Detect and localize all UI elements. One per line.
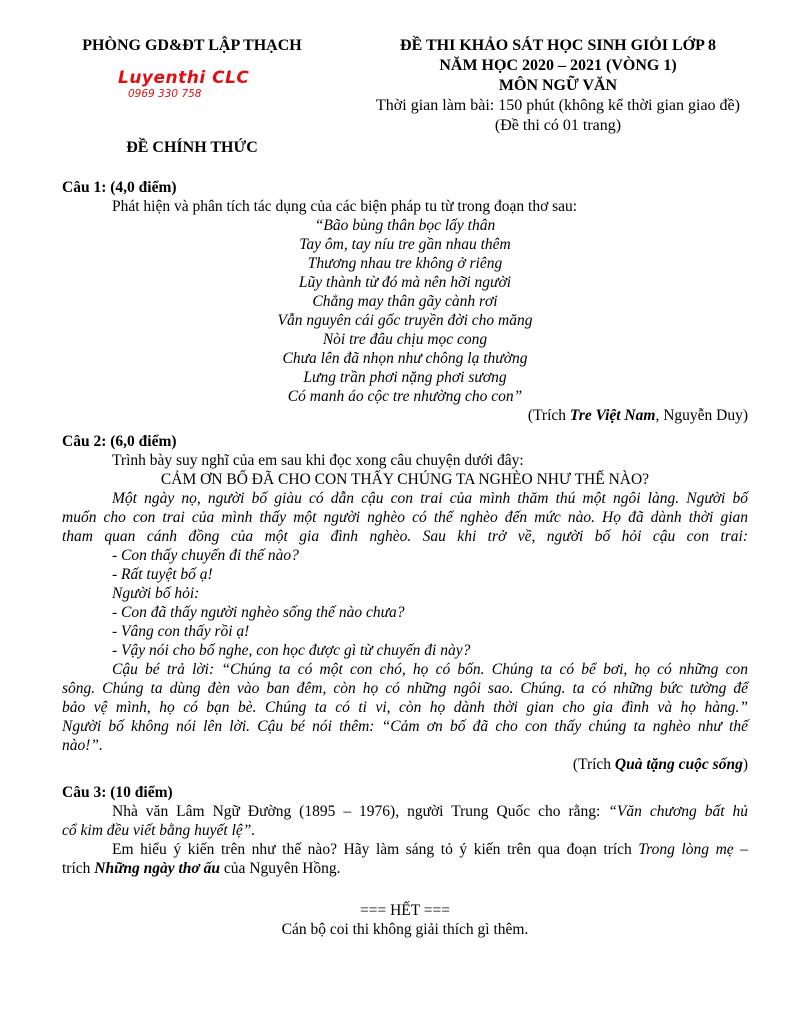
story-paragraph-1 bbox=[62, 489, 748, 546]
poem-line: Lưng trần phơi nặng phơi sương bbox=[303, 369, 507, 386]
poem-line: Chẳng may thân gãy cành rơi bbox=[312, 293, 498, 310]
poem-line: Nòi tre đâu chịu mọc cong bbox=[322, 331, 488, 348]
story-line: sông. Chúng ta dùng đèn vào ban đêm, còn họ có những ngôi sao. Chúng. ta có những bức tường để bbox=[62, 680, 748, 697]
header-left bbox=[40, 36, 344, 56]
q3-line-3 bbox=[62, 840, 748, 859]
official-label: ĐỀ CHÍNH THỨC bbox=[126, 139, 258, 156]
q3-text: Nhà văn Lâm Ngữ Đường (1895 – 1976), người Trung Quốc cho rằng: bbox=[112, 803, 609, 820]
question-1 bbox=[62, 178, 748, 425]
q1-poem bbox=[62, 216, 748, 406]
story-line: bảo vệ mình, họ có bạn bè. Chúng ta có ti vi, còn họ dành thời gian cho gia đình và họ hàng.” bbox=[62, 699, 748, 716]
footer bbox=[62, 901, 748, 939]
q1-source bbox=[62, 406, 748, 425]
dialog-line: - Con đã thấy người nghèo sống thế nào chưa? bbox=[112, 604, 405, 621]
poem-line: Thương nhau tre không ở riêng bbox=[307, 255, 503, 272]
proctor-note: Cán bộ coi thi không giải thích gì thêm. bbox=[281, 921, 529, 938]
q3-text: Em hiểu ý kiến trên như thế nào? Hãy làm sáng tỏ ý kiến trên qua đoạn trích bbox=[112, 841, 639, 858]
page-count: (Đề thi có 01 trang) bbox=[494, 117, 622, 134]
story-line: muốn cho con trai của mình thấy một người nghèo có thể nghèo đến mức nào. Họ đã dành thời gian bbox=[62, 509, 748, 526]
q2-source bbox=[62, 755, 748, 774]
q2-prompt: Trình bày suy nghĩ của em sau khi đọc xong câu chuyện dưới đây: bbox=[112, 452, 524, 469]
exam-title: ĐỀ THI KHẢO SÁT HỌC SINH GIỎI LỚP 8 bbox=[400, 37, 716, 54]
q1-prompt: Phát hiện và phân tích tác dụng của các biện pháp tu từ trong đoạn thơ sau: bbox=[112, 198, 578, 215]
q3-quote: “Văn chương bất hủ bbox=[608, 803, 748, 820]
q1-title: Câu 1: (4,0 điểm) bbox=[62, 179, 177, 196]
source-prefix: (Trích bbox=[527, 407, 570, 424]
dialog-line: Người bố hỏi: bbox=[112, 585, 200, 602]
story-title: CẢM ƠN BỐ ĐÃ CHO CON THẤY CHÚNG TA NGHÈO NHƯ THẾ NÀO? bbox=[160, 471, 650, 488]
q3-text: trích bbox=[62, 860, 95, 877]
logo-brand: Luyenthi CLC bbox=[118, 68, 250, 88]
end-marker: === HẾT === bbox=[359, 902, 451, 919]
logo bbox=[118, 68, 268, 108]
source-author: , Nguyễn Duy) bbox=[655, 407, 748, 424]
q3-dash: – bbox=[733, 841, 748, 858]
dialog-line: - Vâng con thấy rồi ạ! bbox=[112, 623, 250, 640]
source-work: Quà tặng cuộc sống bbox=[614, 756, 743, 773]
dialog-line: - Vậy nói cho bố nghe, con học được gì từ chuyến đi này? bbox=[112, 642, 471, 659]
story-paragraph-2 bbox=[62, 660, 748, 755]
department-name: PHÒNG GD&ĐT LẬP THẠCH bbox=[82, 37, 302, 54]
question-3 bbox=[62, 783, 748, 878]
source-prefix: (Trích bbox=[572, 756, 615, 773]
q3-line-1 bbox=[62, 802, 748, 821]
question-2 bbox=[62, 432, 748, 774]
dialog-line: - Con thấy chuyến đi thế nào? bbox=[112, 547, 299, 564]
story-line: nào!”. bbox=[62, 737, 103, 754]
story-line: Cậu bé trả lời: “Chúng ta có một con chó, họ có bốn. Chúng ta có bể bơi, họ có những con bbox=[112, 661, 748, 678]
time-limit: Thời gian làm bài: 150 phút (không kể thời gian giao đề) bbox=[376, 97, 740, 114]
q3-author: của Nguyên Hồng. bbox=[220, 860, 341, 877]
q3-line-2: cổ kim đều viết bằng huyết lệ”. bbox=[62, 822, 256, 839]
header-right bbox=[348, 36, 768, 136]
poem-line: Vẫn nguyên cái gốc truyền đời cho măng bbox=[277, 312, 533, 329]
poem-line: Tay ôm, tay níu tre gần nhau thêm bbox=[299, 236, 511, 253]
school-year: NĂM HỌC 2020 – 2021 (VÒNG 1) bbox=[439, 57, 677, 74]
q2-title: Câu 2: (6,0 điểm) bbox=[62, 433, 177, 450]
story-line: tham quan cánh đồng của một gia đình nghèo. Sau khi trở về, người bố hỏi cậu con trai: bbox=[62, 528, 748, 545]
story-line: Một ngày nọ, người bố giàu có dẫn cậu con trai của mình thăm thú một ngôi làng. Người bố bbox=[112, 490, 748, 507]
logo-phone: 0969 330 758 bbox=[128, 88, 202, 100]
poem-line: Chưa lên đã nhọn như chông lạ thường bbox=[282, 350, 528, 367]
q3-line-4 bbox=[62, 859, 748, 878]
story-dialog bbox=[62, 546, 748, 660]
story-line: Người bố không nói lên lời. Cậu bé nói thêm: “Cảm ơn bố đã cho con thấy chúng ta nghèo như thế bbox=[62, 718, 748, 735]
q3-work: Những ngày thơ ấu bbox=[94, 860, 220, 877]
source-work: Tre Việt Nam bbox=[569, 407, 656, 424]
q3-title: Câu 3: (10 điểm) bbox=[62, 784, 173, 801]
source-suffix: ) bbox=[742, 756, 748, 773]
poem-line: “Bão bùng thân bọc lấy thân bbox=[314, 217, 496, 234]
q3-work-excerpt: Trong lòng mẹ bbox=[638, 841, 734, 858]
poem-line: Lũy thành từ đó mà nên hỡi người bbox=[298, 274, 512, 291]
dialog-line: - Rất tuyệt bố ạ! bbox=[112, 566, 213, 583]
poem-line: Có manh áo cộc tre nhường cho con” bbox=[287, 388, 523, 405]
subject: MÔN NGỮ VĂN bbox=[498, 77, 618, 94]
